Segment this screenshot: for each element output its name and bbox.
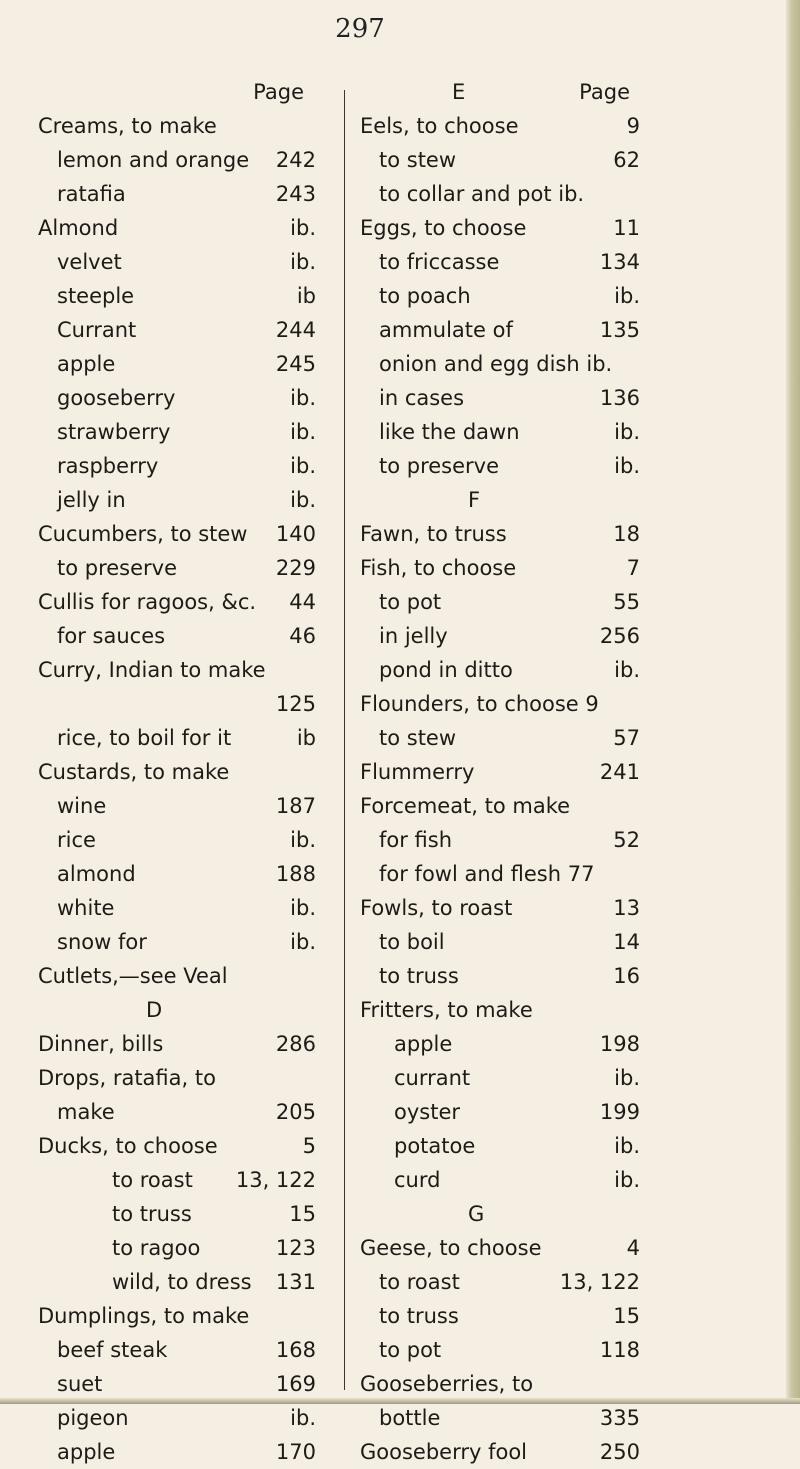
entry-label: Eels, to choose [360, 114, 519, 138]
entry-label: bottle [379, 1406, 441, 1430]
entry-label: Custards, to make [38, 760, 230, 784]
index-entry [0, 585, 344, 619]
section-letter [350, 483, 660, 517]
index-entry [350, 789, 660, 823]
section-letter-label: F [468, 488, 481, 512]
entry-label: to poach [379, 284, 471, 308]
column-header [0, 75, 344, 109]
entry-label: Cutlets,—see Veal [38, 964, 228, 988]
entry-label: Gooseberries, to [360, 1372, 534, 1396]
entry-label: pond in ditto [379, 658, 513, 682]
index-entry [350, 619, 660, 653]
entry-page-number: 5 [302, 1134, 316, 1158]
entry-page-number: ib [296, 726, 316, 750]
entry-label: Ducks, to choose [38, 1134, 218, 1158]
column-divider [344, 90, 345, 1390]
entry-page-number: 125 [275, 692, 316, 716]
index-entry [0, 1197, 344, 1231]
index-entry [350, 1367, 660, 1401]
index-entry [0, 211, 344, 245]
entry-page-number: 7 [626, 556, 640, 580]
entry-page-number: ib. [290, 216, 316, 240]
section-letter-label: D [146, 998, 163, 1022]
entry-label: rice [57, 828, 96, 852]
entry-label: raspberry [57, 454, 159, 478]
page-column-heading: Page [579, 80, 630, 104]
entry-label: Flounders, to choose 9 [360, 692, 599, 716]
entry-label: Drops, ratafia, to [38, 1066, 216, 1090]
index-entry [350, 687, 660, 721]
index-entry [350, 109, 660, 143]
index-entry [350, 347, 660, 381]
index-entry [0, 687, 344, 721]
entry-page-number: ib. [290, 930, 316, 954]
entry-label: apple [394, 1032, 453, 1056]
index-entry [350, 1435, 660, 1469]
entry-page-number: 205 [275, 1100, 316, 1124]
entry-label: Dumplings, to make [38, 1304, 250, 1328]
index-entry [0, 1367, 344, 1401]
index-entry [0, 415, 344, 449]
entry-page-number: ib. [614, 1168, 640, 1192]
index-entry [350, 891, 660, 925]
index-entry [0, 245, 344, 279]
entry-page-number: 335 [599, 1406, 640, 1430]
entry-page-number: 250 [599, 1440, 640, 1464]
entry-label: Almond [38, 216, 119, 240]
index-entry [0, 789, 344, 823]
entry-label: suet [57, 1372, 103, 1396]
entry-label: to roast [379, 1270, 460, 1294]
entry-label: velvet [57, 250, 122, 274]
entry-page-number: 18 [613, 522, 640, 546]
entry-label: in cases [379, 386, 465, 410]
entry-page-number: ib. [290, 454, 316, 478]
index-entry [0, 1061, 344, 1095]
entry-label: Flummerry [360, 760, 475, 784]
index-entry [350, 245, 660, 279]
entry-label: to friccasse [379, 250, 500, 274]
index-entry [350, 585, 660, 619]
entry-label: beef steak [57, 1338, 168, 1362]
entry-page-number: 62 [613, 148, 640, 172]
index-entry [0, 1129, 344, 1163]
entry-page-number: ib. [290, 896, 316, 920]
page-edge [786, 0, 800, 1404]
index-entry [350, 925, 660, 959]
entry-page-number: ib. [290, 1406, 316, 1430]
entry-page-number: 13, 122 [559, 1270, 640, 1294]
index-entry [0, 313, 344, 347]
index-entry [350, 415, 660, 449]
entry-page-number: 140 [275, 522, 316, 546]
index-entry [0, 925, 344, 959]
entry-page-number: ib. [614, 1134, 640, 1158]
index-entry [350, 279, 660, 313]
entry-page-number: 14 [613, 930, 640, 954]
entry-page-number: 244 [275, 318, 316, 342]
entry-label: jelly in [57, 488, 126, 512]
index-column-left [0, 75, 344, 1469]
entry-label: to truss [379, 964, 459, 988]
entry-label: apple [57, 352, 116, 376]
entry-label: Fowls, to roast [360, 896, 513, 920]
entry-page-number: ib. [290, 488, 316, 512]
entry-page-number: 46 [289, 624, 316, 648]
index-entry [350, 1333, 660, 1367]
entry-label: curd [394, 1168, 441, 1192]
entry-page-number: 11 [613, 216, 640, 240]
index-entry [0, 1265, 344, 1299]
entry-label: almond [57, 862, 136, 886]
entry-label: Eggs, to choose [360, 216, 527, 240]
entry-label: wild, to dress [112, 1270, 252, 1294]
entry-page-number: 15 [289, 1202, 316, 1226]
entry-label: Cucumbers, to stew [38, 522, 248, 546]
entry-label: ratafia [57, 182, 126, 206]
entry-label: snow for [57, 930, 147, 954]
entry-page-number: 55 [613, 590, 640, 614]
index-entry [350, 551, 660, 585]
entry-label: to preserve [57, 556, 178, 580]
entry-label: wine [57, 794, 107, 818]
index-entry [0, 1095, 344, 1129]
entry-page-number: ib. [290, 828, 316, 852]
index-entry [0, 279, 344, 313]
page-column-heading: Page [253, 80, 304, 104]
entry-label: to truss [112, 1202, 192, 1226]
index-entry [0, 891, 344, 925]
index-entry [350, 1299, 660, 1333]
entry-label: Creams, to make [38, 114, 217, 138]
index-entry [350, 449, 660, 483]
entry-page-number: 136 [599, 386, 640, 410]
entry-page-number: 256 [599, 624, 640, 648]
index-entry [350, 313, 660, 347]
section-letter [350, 1197, 660, 1231]
entry-page-number: ib. [614, 284, 640, 308]
entry-label: to ragoo [112, 1236, 201, 1260]
entry-label: E [452, 80, 466, 104]
index-entry [0, 381, 344, 415]
entry-page-number: ib. [290, 250, 316, 274]
entry-label: lemon and orange [57, 148, 250, 172]
index-column-right [350, 75, 660, 1469]
entry-page-number: ib. [614, 420, 640, 444]
entry-label: to stew [379, 148, 457, 172]
entry-page-number: 286 [275, 1032, 316, 1056]
index-entry [0, 483, 344, 517]
entry-label: to preserve [379, 454, 500, 478]
entry-label: Fritters, to make [360, 998, 533, 1022]
entry-page-number: 169 [275, 1372, 316, 1396]
index-entry [0, 721, 344, 755]
entry-label: Cullis for ragoos, &c. [38, 590, 257, 614]
index-entry [350, 211, 660, 245]
index-entry [0, 143, 344, 177]
entry-label: Currant [57, 318, 137, 342]
entry-label: potatoe [394, 1134, 476, 1158]
entry-page-number: 44 [289, 590, 316, 614]
index-entry [350, 517, 660, 551]
entry-label: like the dawn [379, 420, 520, 444]
entry-page-number: 170 [275, 1440, 316, 1464]
entry-page-number: ib. [290, 420, 316, 444]
index-entry [350, 381, 660, 415]
column-header [350, 75, 660, 109]
entry-page-number: 229 [275, 556, 316, 580]
index-entry [0, 517, 344, 551]
entry-page-number: 198 [599, 1032, 640, 1056]
entry-label: Curry, Indian to make [38, 658, 266, 682]
entry-page-number: 241 [599, 760, 640, 784]
index-entry [0, 619, 344, 653]
index-entry [350, 1401, 660, 1435]
index-entry [0, 959, 344, 993]
entry-label: rice, to boil for it [57, 726, 232, 750]
index-entry [350, 1095, 660, 1129]
index-entry [0, 1231, 344, 1265]
entry-label: white [57, 896, 115, 920]
index-entry [0, 551, 344, 585]
index-entry [350, 177, 660, 211]
entry-page-number: ib. [614, 454, 640, 478]
entry-page-number: 52 [613, 828, 640, 852]
entry-page-number: 243 [275, 182, 316, 206]
index-entry [350, 721, 660, 755]
index-entry [350, 1231, 660, 1265]
index-entry [0, 449, 344, 483]
entry-label: for fowl and flesh 77 [379, 862, 595, 886]
section-letter-label: G [468, 1202, 485, 1226]
entry-page-number: 245 [275, 352, 316, 376]
section-letter [0, 993, 344, 1027]
index-entry [0, 109, 344, 143]
entry-page-number: 16 [613, 964, 640, 988]
index-entry [350, 823, 660, 857]
entry-page-number: 15 [613, 1304, 640, 1328]
index-entry [350, 653, 660, 687]
index-entry [0, 1333, 344, 1367]
entry-label: make [57, 1100, 115, 1124]
index-entry [350, 755, 660, 789]
entry-label: Fish, to choose [360, 556, 517, 580]
entry-page-number: ib. [290, 386, 316, 410]
page-number: 297 [335, 14, 385, 44]
entry-label: Forcemeat, to make [360, 794, 571, 818]
entry-page-number: 9 [626, 114, 640, 138]
index-entry [350, 959, 660, 993]
index-entry [0, 1401, 344, 1435]
entry-page-number: 135 [599, 318, 640, 342]
entry-page-number: 134 [599, 250, 640, 274]
index-entry [0, 857, 344, 891]
entry-label: to pot [379, 590, 442, 614]
entry-label: to roast [112, 1168, 193, 1192]
entry-label: gooseberry [57, 386, 176, 410]
index-entry [350, 993, 660, 1027]
index-entry [350, 1163, 660, 1197]
entry-page-number: 168 [275, 1338, 316, 1362]
index-entry [350, 1265, 660, 1299]
entry-page-number: ib. [614, 1066, 640, 1090]
entry-label: pigeon [57, 1406, 129, 1430]
entry-label: Fawn, to truss [360, 522, 507, 546]
entry-label: apple [57, 1440, 116, 1464]
index-entry [0, 1299, 344, 1333]
index-entry [350, 1129, 660, 1163]
entry-page-number: ib [296, 284, 316, 308]
index-entry [350, 1061, 660, 1095]
entry-label: oyster [394, 1100, 461, 1124]
index-entry [0, 347, 344, 381]
entry-label: for sauces [57, 624, 166, 648]
entry-label: to collar and pot ib. [379, 182, 585, 206]
index-entry [350, 143, 660, 177]
entry-label: to pot [379, 1338, 442, 1362]
entry-label: strawberry [57, 420, 171, 444]
entry-label: onion and egg dish ib. [379, 352, 613, 376]
entry-page-number: 13, 122 [235, 1168, 316, 1192]
entry-page-number: ib. [614, 658, 640, 682]
entry-label: Geese, to choose [360, 1236, 542, 1260]
index-entry [0, 755, 344, 789]
index-entry [0, 177, 344, 211]
entry-label: Dinner, bills [38, 1032, 164, 1056]
entry-page-number: 4 [626, 1236, 640, 1260]
index-entry [0, 1027, 344, 1061]
index-entry [350, 857, 660, 891]
entry-page-number: 57 [613, 726, 640, 750]
entry-page-number: 131 [275, 1270, 316, 1294]
entry-page-number: 188 [275, 862, 316, 886]
index-entry [0, 1163, 344, 1197]
index-entry [0, 1435, 344, 1469]
entry-page-number: 13 [613, 896, 640, 920]
entry-page-number: 123 [275, 1236, 316, 1260]
entry-page-number: 187 [275, 794, 316, 818]
entry-label: to boil [379, 930, 445, 954]
entry-label: for fish [379, 828, 453, 852]
entry-label: to stew [379, 726, 457, 750]
entry-page-number: 118 [599, 1338, 640, 1362]
entry-label: Gooseberry fool [360, 1440, 528, 1464]
entry-label: ammulate of [379, 318, 513, 342]
entry-label: currant [394, 1066, 471, 1090]
entry-page-number: 199 [599, 1100, 640, 1124]
index-entry [0, 653, 344, 687]
entry-label: steeple [57, 284, 135, 308]
entry-label: to truss [379, 1304, 459, 1328]
index-entry [0, 823, 344, 857]
entry-page-number: 242 [275, 148, 316, 172]
index-entry [350, 1027, 660, 1061]
entry-label: in jelly [379, 624, 448, 648]
